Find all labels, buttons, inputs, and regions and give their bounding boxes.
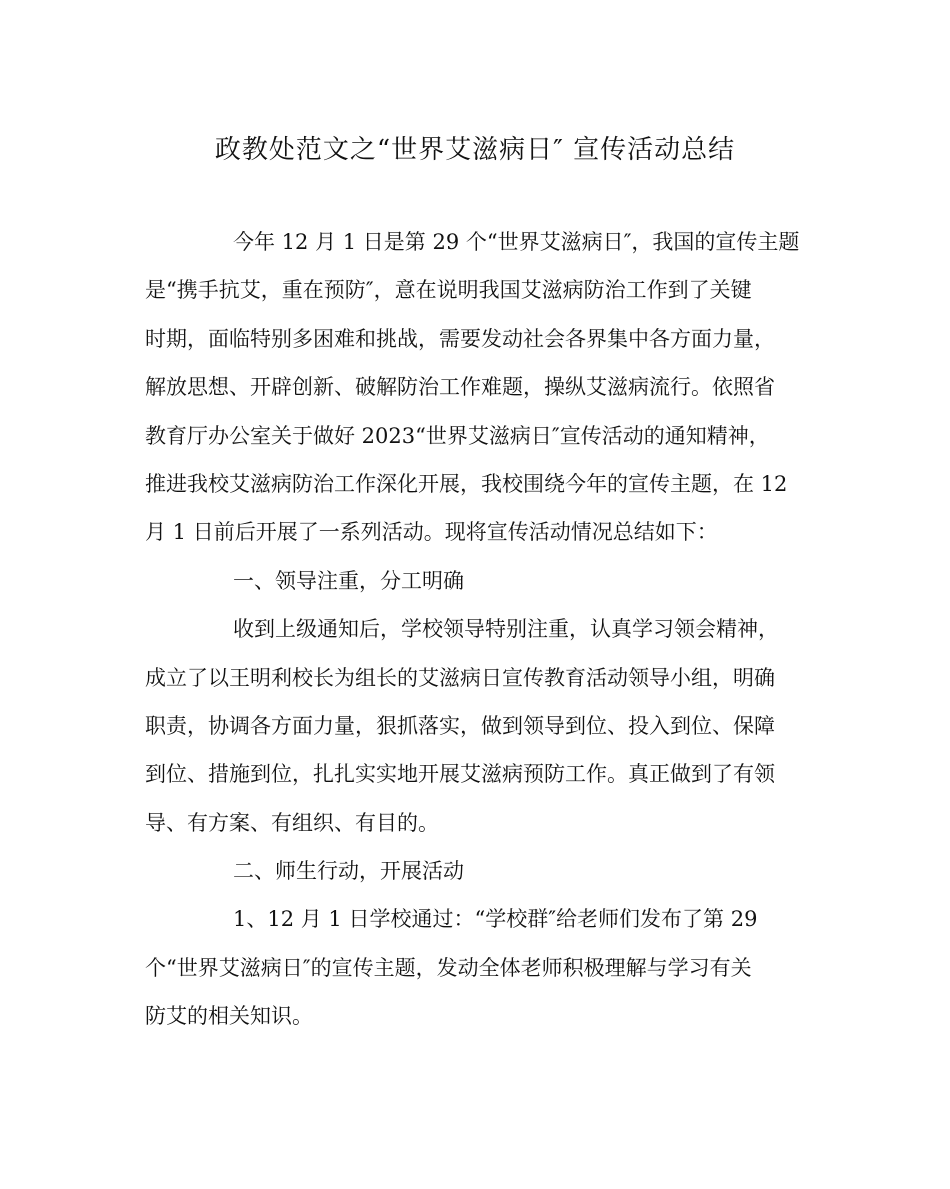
paragraph-1-line-7: 月 1 日前后开展了一系列活动。现将宣传活动情况总结如下： (145, 520, 718, 545)
section-heading-1: 一、领导注重，分工明确 (233, 568, 464, 593)
paragraph-1-line-5: 教育厅办公室关于做好 2023“世界艾滋病日″宣传活动的通知精神， (145, 423, 770, 448)
paragraph-1-line-3: 时期，面临特别多困难和挑战，需要发动社会各界集中各方面力量， (145, 326, 775, 351)
section-heading-2: 二、师生行动，开展活动 (233, 859, 464, 884)
paragraph-1-line-2: 是“携手抗艾，重在预防″，意在说明我国艾滋病防治工作到了关键 (145, 278, 752, 303)
paragraph-2-line-5: 导、有方案、有组织、有目的。 (145, 810, 439, 835)
paragraph-1-line-6: 推进我校艾滋病防治工作深化开展，我校围绕今年的宣传主题，在 12 (145, 471, 788, 496)
paragraph-2-line-3: 职责，协调各方面力量，狠抓落实，做到领导到位、投入到位、保障 (145, 713, 775, 738)
paragraph-1-line-4: 解放思想、开辟创新、破解防治工作难题，操纵艾滋病流行。依照省 (145, 375, 775, 400)
paragraph-2-line-2: 成立了以王明利校长为组长的艾滋病日宣传教育活动领导小组，明确 (145, 665, 775, 690)
paragraph-1-line-1: 今年 12 月 1 日是第 29 个“世界艾滋病日″，我国的宣传主题 (233, 230, 800, 254)
paragraph-3-line-1: 1、12 月 1 日学校通过：“学校群″给老师们发布了第 29 (233, 907, 758, 932)
document-body (145, 218, 810, 1041)
paragraph-3-line-3: 防艾的相关知识。 (145, 1004, 313, 1029)
paragraph-2-line-1: 收到上级通知后，学校领导特别注重，认真学习领会精神， (233, 617, 779, 642)
paragraph-3-line-2: 个“世界艾滋病日″的宣传主题，发动全体老师积极理解与学习有关 (145, 955, 752, 980)
paragraph-2-line-4: 到位、措施到位，扎扎实实地开展艾滋病预防工作。真正做到了有领 (145, 762, 775, 787)
document-title: 政教处范文之“世界艾滋病日″ 宣传活动总结 (214, 135, 736, 165)
